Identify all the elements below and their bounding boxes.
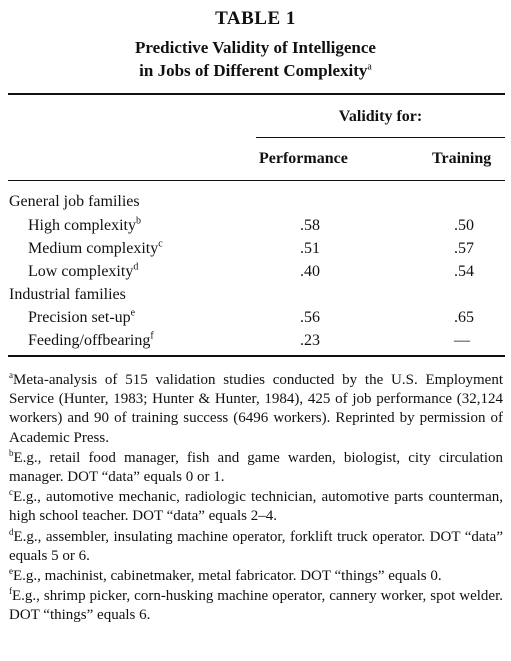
footnote (9, 488, 503, 526)
table-title-line2 (0, 59, 511, 82)
table-top-rule (8, 93, 505, 95)
footnote-mark: a (9, 370, 13, 380)
performance-value: .56 (300, 309, 320, 326)
row-footnote-mark: b (135, 215, 141, 227)
training-value: .50 (454, 217, 474, 234)
footnote-text: E.g., automotive mechanic, radiologic technician, automotive parts counterman, high school teacher. DOT “data” equals 2–4. (9, 489, 503, 525)
table-row (0, 190, 511, 214)
training-value: — (454, 332, 470, 349)
row-footnote-mark: d (133, 261, 139, 273)
header-rule (8, 180, 505, 181)
footnote (9, 567, 503, 586)
table-row (0, 329, 511, 353)
spanner-rule (256, 137, 505, 138)
footnote (9, 449, 503, 487)
footnote-mark: b (9, 447, 14, 458)
footnote-mark: c (9, 487, 13, 498)
table-bottom-rule (8, 355, 505, 357)
table-row (0, 214, 511, 238)
table-row (0, 283, 511, 307)
training-value: .65 (454, 309, 474, 326)
row-label-text: Medium complexity (28, 240, 159, 257)
row-label (9, 190, 140, 214)
table-row (0, 260, 511, 284)
table-row (0, 306, 511, 330)
row-label (28, 306, 135, 330)
row-footnote-mark: e (130, 307, 136, 319)
row-footnote-mark: c (158, 238, 163, 250)
footnote (9, 371, 503, 448)
row-label-text: Low complexity (28, 263, 134, 280)
table-title-line2-text: in Jobs of Different Complexity (139, 61, 368, 80)
row-label (28, 260, 138, 284)
row-label (28, 214, 141, 238)
table-row (0, 237, 511, 261)
performance-value: .23 (300, 332, 320, 349)
footnote (9, 587, 503, 625)
footnote (9, 528, 503, 566)
footnote-text: E.g., shrimp picker, corn-husking machine operator, cannery worker, spot welder. DOT “things” equals 6. (9, 588, 503, 624)
table-title-line1: Predictive Validity of Intelligence (135, 38, 376, 57)
performance-value: .51 (300, 240, 320, 257)
row-label (28, 329, 154, 353)
row-label-text: Industrial families (9, 286, 126, 303)
performance-value: .40 (300, 263, 320, 280)
footnote-mark: f (9, 586, 12, 597)
row-label (28, 237, 163, 261)
footnote-mark: e (9, 566, 13, 577)
training-value: .54 (454, 263, 474, 280)
footnote-mark: d (9, 526, 14, 537)
table-number: TABLE 1 (215, 8, 296, 29)
footnote-text: Meta-analysis of 515 validation studies conducted by the U.S. Employment Service (Hunter, 1983; Hunter & Hunter, 1984), 425 of job performance (32,124 workers) and 90 of training success (6496 workers). Reprinted by permission of Academic Press. (9, 372, 503, 446)
row-footnote-mark: f (150, 330, 154, 342)
footnotes (9, 371, 503, 627)
performance-value: .58 (300, 217, 320, 234)
footnote-text: E.g., assembler, insulating machine operator, forklift truck operator. DOT “data” equals 5 or 6. (9, 528, 503, 564)
footnote-text: E.g., retail food manager, fish and game warden, biologist, city circulation manager. DOT “data” equals 0 or 1. (9, 449, 503, 486)
footnote-text: E.g., machinist, cabinetmaker, metal fabricator. DOT “things” equals 0. (13, 568, 442, 585)
row-label-text: Precision set-up (28, 309, 131, 326)
training-value: .57 (454, 240, 474, 257)
table-title (0, 36, 511, 82)
row-label-text: General job families (9, 193, 140, 210)
column-spanner-header: Validity for: (338, 108, 423, 125)
table-title-footnote-mark: a (367, 61, 372, 73)
column-header-training: Training (432, 150, 492, 167)
row-label-text: High complexity (28, 217, 136, 234)
column-header-performance: Performance (259, 150, 348, 167)
row-label-text: Feeding/offbearing (28, 332, 151, 349)
row-label (9, 283, 126, 307)
